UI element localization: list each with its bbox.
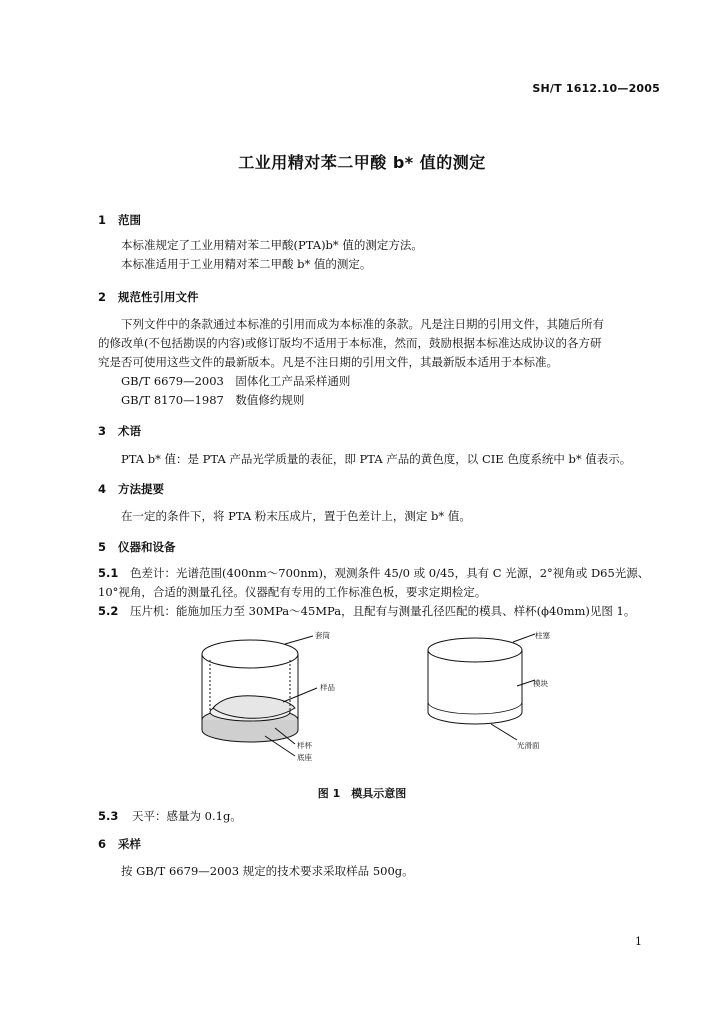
clause-line: 压片机：能施加压力至 30MPa～45MPa，且配有与测量孔径匹配的模具、样杯(ϕ40mm)见图 1。 — [130, 604, 636, 618]
section-5-3 — [98, 808, 242, 824]
clause-number: 5.1 — [98, 566, 119, 580]
label-mold-block: 模块 — [533, 679, 548, 688]
section-2-line: 下列文件中的条款通过本标准的引用而成为本标准的条款。凡是注日期的引用文件，其随后所有 — [121, 317, 604, 331]
page-number: 1 — [635, 935, 642, 948]
section-3-line: PTA b* 值：是 PTA 产品光学质量的表征，即 PTA 产品的黄色度，以 CIE 色度系统中 b* 值表示。 — [121, 452, 632, 466]
label-plunger: 柱塞 — [535, 631, 550, 640]
section-3-heading: 3 术语 — [98, 424, 141, 438]
section-6-heading: 6 采样 — [98, 837, 141, 851]
section-4-heading: 4 方法提要 — [98, 482, 164, 496]
section-1-line: 本标准规定了工业用精对苯二甲酸(PTA)b* 值的测定方法。 — [121, 238, 423, 252]
clause-line: 10°视角，合适的测量孔径。仪器配有专用的工作标准色板，要求定期检定。 — [98, 585, 487, 599]
section-1-heading: 1 范围 — [98, 213, 141, 227]
sleeve-assembly — [202, 636, 317, 756]
document-title: 工业用精对苯二甲酸 b* 值的测定 — [238, 153, 486, 172]
reference-item: GB/T 8170—1987 数值修约规则 — [121, 393, 305, 407]
section-2-heading: 2 规范性引用文件 — [98, 290, 199, 304]
section-1-line: 本标准适用于工业用精对苯二甲酸 b* 值的测定。 — [121, 257, 372, 271]
reference-item: GB/T 6679—2003 固体化工产品采样通则 — [121, 374, 351, 388]
standard-code: SH/T 1612.10—2005 — [532, 82, 660, 95]
section-5-heading: 5 仪器和设备 — [98, 540, 176, 554]
label-smooth-surface: 光滑面 — [517, 741, 540, 750]
section-5-1 — [98, 564, 658, 621]
mold-diagram — [195, 630, 555, 780]
section-1-body — [98, 236, 681, 274]
clause-line: 色差计：光谱范围(400nm～700nm)，观测条件 45/0 或 0/45，具有 C 光源，2°视角或 D65光源、 — [130, 566, 650, 580]
clause-number: 5.3 — [98, 809, 119, 823]
section-4-body — [98, 507, 681, 526]
label-base: 底座 — [297, 753, 312, 762]
section-2-line: 究是否可使用这些文件的最新版本。凡是不注日期的引用文件，其最新版本适用于本标准。 — [98, 355, 558, 369]
section-2-line: 的修改单(不包括勘误的内容)或修订版均不适用于本标准，然而，鼓励根据本标准达成协议的各方研 — [98, 336, 602, 350]
section-2-body — [98, 315, 658, 410]
figure-caption: 图 1 模具示意图 — [317, 787, 407, 800]
section-4-line: 在一定的条件下，将 PTA 粉末压成片，置于色差计上，测定 b* 值。 — [121, 509, 471, 523]
label-cup: 样杯 — [297, 741, 312, 750]
label-sample: 样品 — [320, 683, 335, 692]
section-6-line: 按 GB/T 6679—2003 规定的技术要求采取样品 500g。 — [121, 864, 414, 878]
plunger-assembly — [428, 634, 535, 740]
section-6-body — [98, 862, 681, 881]
label-sleeve: 套筒 — [315, 631, 330, 640]
clause-text: 天平：感量为 0.1g。 — [132, 809, 242, 823]
section-3-body — [98, 450, 681, 469]
clause-number: 5.2 — [98, 604, 119, 618]
